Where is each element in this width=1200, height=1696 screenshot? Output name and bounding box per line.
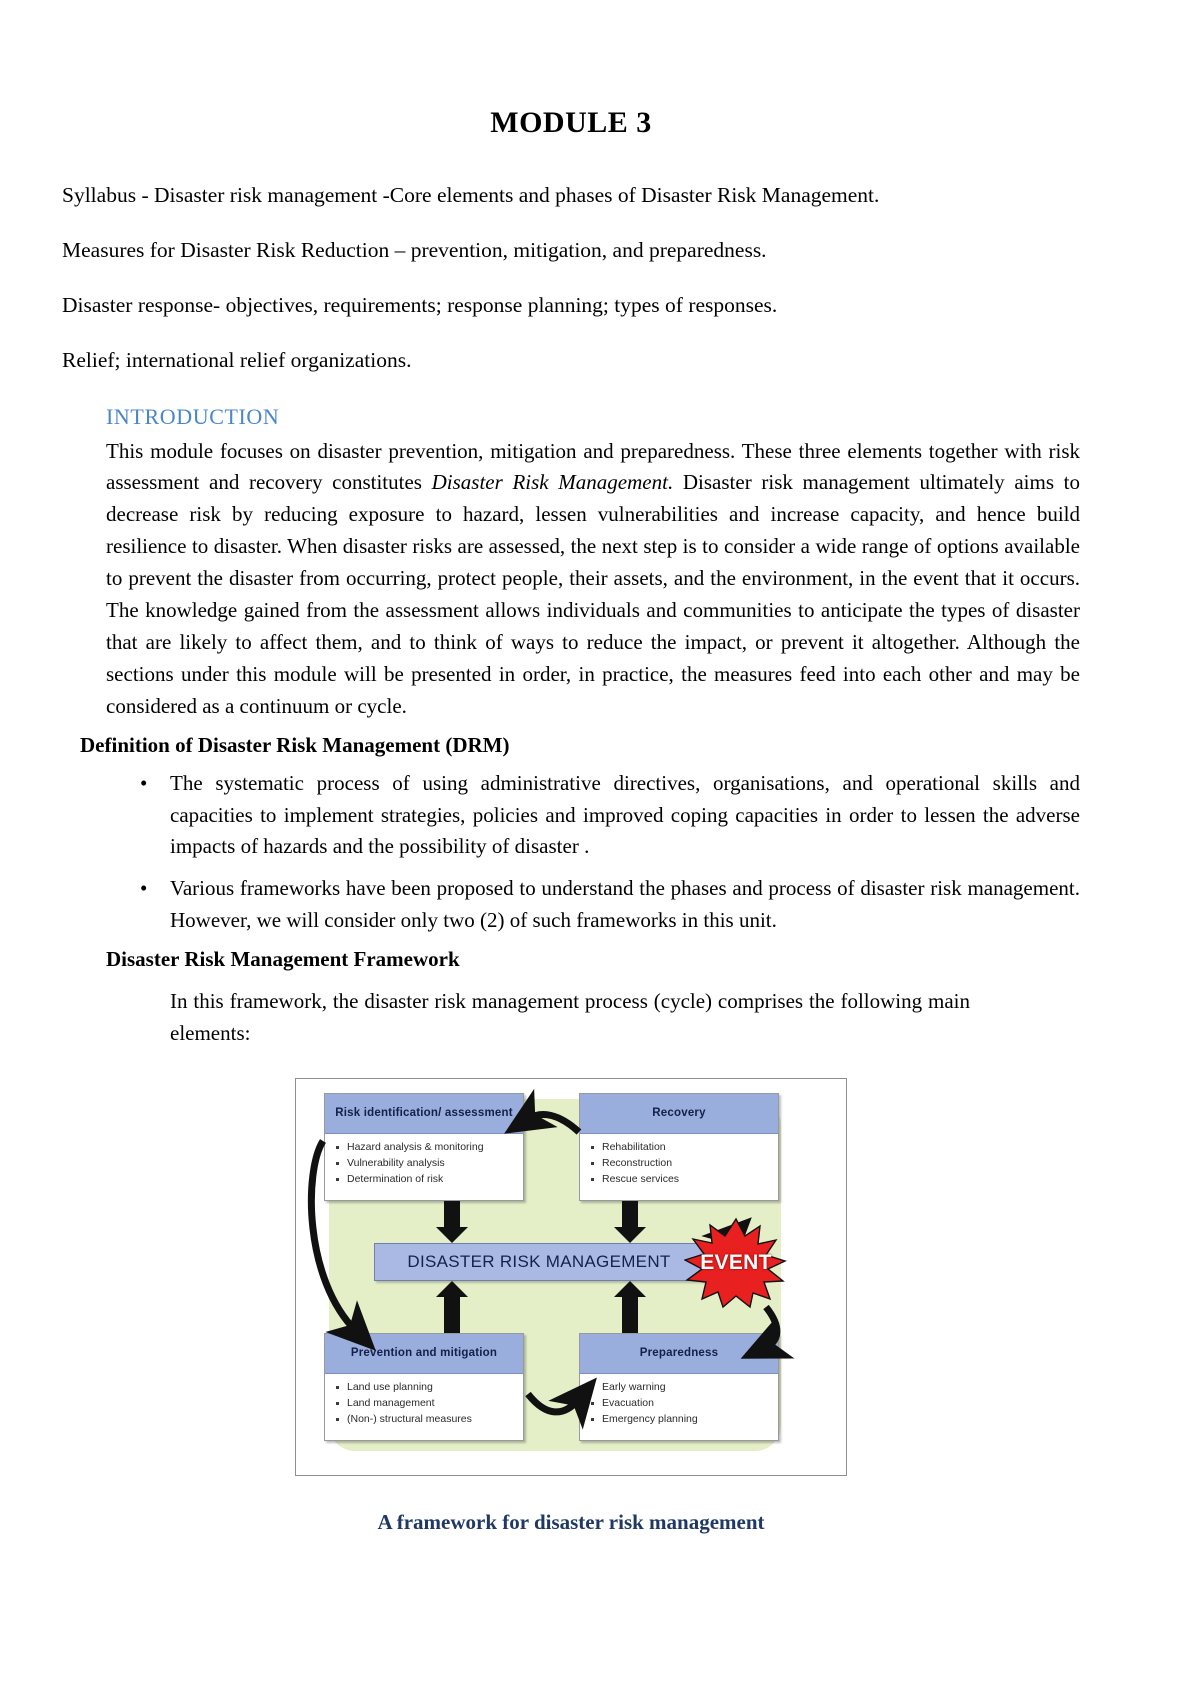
framework-intro-paragraph: In this framework, the disaster risk management process (cycle) comprises the following main elements: [170,989,970,1046]
figure-caption: A framework for disaster risk management [377,1510,765,1534]
event-starburst-icon [684,1217,788,1309]
framework-figure [62,1078,1080,1535]
list-item: Hazard analysis & monitoring [335,1140,519,1156]
box-title: Recovery [580,1094,778,1134]
document-content [62,0,1080,1535]
definition-heading: Definition of Disaster Risk Management (DRM) [80,732,510,757]
intro-text-italic: Disaster Risk Management. [431,470,674,495]
syllabus-line-3: Disaster response- objectives, requirements; response planning; types of responses. [62,292,778,317]
list-item: Early warning [590,1380,774,1396]
list-item: • The systematic process of using administrative directives, organisations, and operational skills and capacities to implement strategies, policies and improved coping capacities in order to lessen the adverse impacts of hazards and the possibility of disaster . [62,758,1080,864]
arrow-prevention-to-center [436,1281,468,1333]
list-item: Emergency planning [590,1412,774,1428]
intro-text-part2: Disaster risk management ultimately aims to decrease risk by reducing exposure to hazard, lessen vulnerabilities and increase capacity, and hence build resilience to disaster. When disaster risks are assessed, the next step is to consider a wide range of options available to prevent the disaster from occurring, protect people, their assets, and the environment, in the event that it occurs. The knowledge gained from the assessment allows individuals and communities to anticipate the types of disaster that are likely to affect them, and to think of ways to reduce the impact, or prevent it altogether. Although the sections under this module will be presented in order, in practice, the measures feed into each other and may be considered as a continuum or cycle. [106,470,1081,718]
diagram-center-bar: DISASTER RISK MANAGEMENT [374,1243,704,1281]
introduction-paragraph [62,430,1080,723]
list-item: Land use planning [335,1380,519,1396]
arrow-risk-to-center [436,1201,468,1243]
list-item: Rehabilitation [590,1140,774,1156]
syllabus-line-4: Relief; international relief organizations. [62,347,412,372]
intro-text-part1: This module focuses on disaster prevention, mitigation and preparedness. These three elements together with risk assessment and recovery constitutes [106,438,1080,495]
arrow-recovery-to-center [614,1201,646,1243]
syllabus-line-2: Measures for Disaster Risk Reduction – prevention, mitigation, and preparedness. [62,237,767,262]
box-title: Preparedness [580,1334,778,1374]
arrow-recovery-to-risk [528,1115,579,1132]
page-title: MODULE 3 [490,106,652,139]
syllabus-line-1: Syllabus - Disaster risk management -Core elements and phases of Disaster Risk Management. [62,183,880,207]
event-label: EVENT [700,1251,772,1274]
list-item: Reconstruction [590,1156,774,1172]
list-item: (Non-) structural measures [335,1412,519,1428]
box-title: Risk identification/ assessment [325,1094,523,1134]
list-item: • Various frameworks have been proposed to understand the phases and process of disaster risk management. However, we will consider only two (2) of such frameworks in this unit. [62,863,1080,937]
framework-heading: Disaster Risk Management Framework [106,947,460,972]
list-item: Rescue services [590,1172,774,1188]
arrow-risk-to-prevention [311,1141,356,1331]
list-item: Vulnerability analysis [335,1156,519,1172]
list-item: Land management [335,1396,519,1412]
box-title: Prevention and mitigation [325,1334,523,1374]
arrow-preparedness-to-center [614,1281,646,1333]
list-item: Determination of risk [335,1172,519,1188]
definition-bullet-list [62,758,1080,938]
arrow-event-to-preparedness [766,1307,777,1347]
drm-cycle-diagram [295,1078,847,1476]
arrow-prevention-to-preparedness [528,1394,579,1412]
introduction-heading: INTRODUCTION [106,403,280,429]
list-item: Evacuation [590,1396,774,1412]
